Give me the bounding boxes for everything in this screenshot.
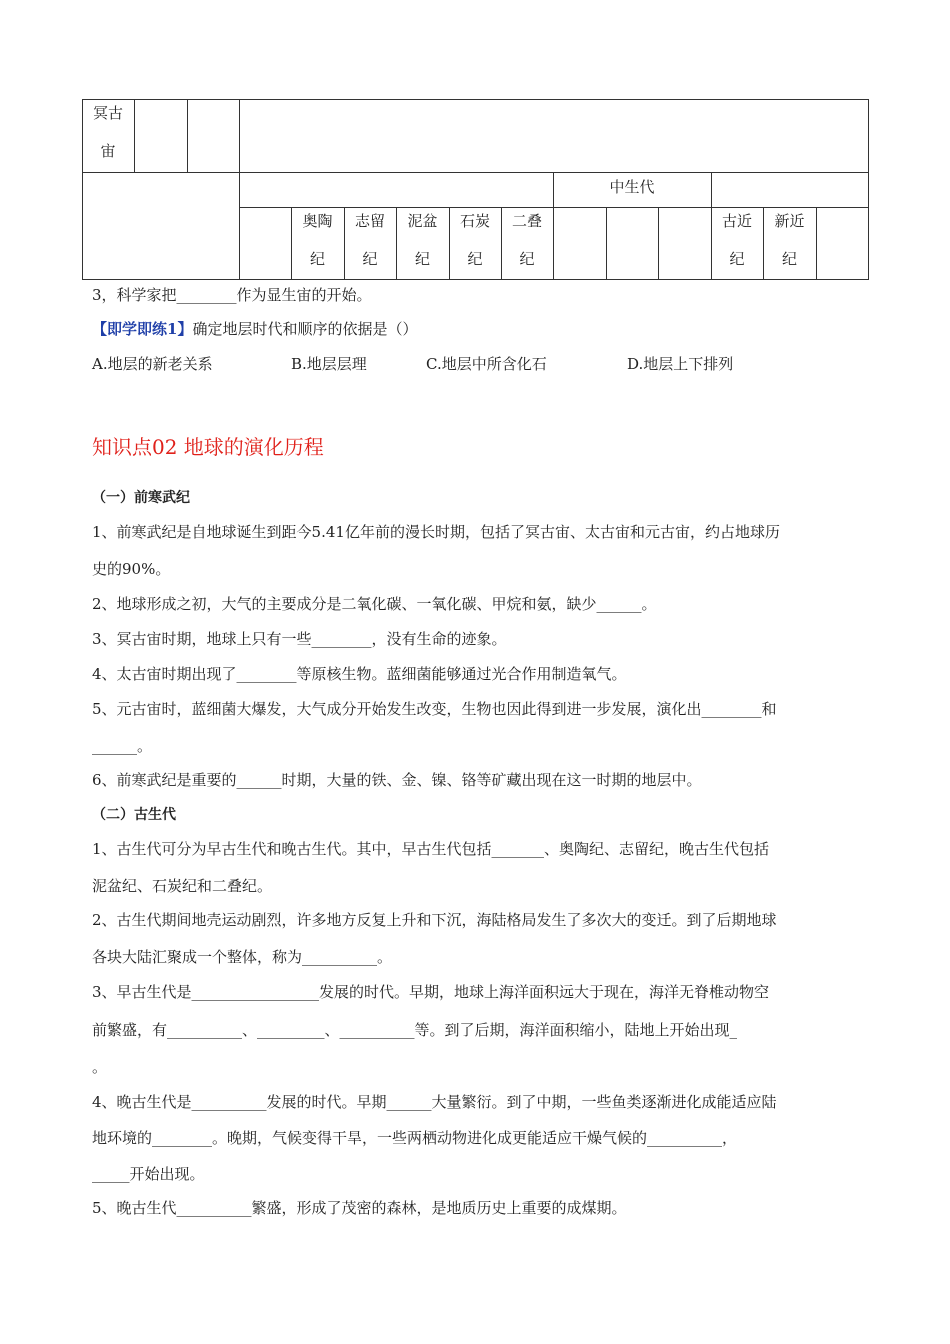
paleozoic-line: 5、晚古生代__________繁盛，形成了茂密的森林，是地质历史上重要的成煤期。 xyxy=(92,1199,627,1217)
period-ordovician-suffix: 纪 xyxy=(309,250,325,268)
option-c: C.地层中所含化石 xyxy=(426,355,547,373)
paleozoic-line: 4、晚古生代是__________发展的时代。早期______大量繁衍。到了中期，一些鱼类逐渐进化成能适应陆 xyxy=(92,1093,777,1111)
period-permian-suffix: 纪 xyxy=(519,250,535,268)
practice-tag: 【即学即练1】 xyxy=(92,320,193,338)
period-carboniferous: 石炭 xyxy=(459,212,490,230)
subsection-precambrian-heading: （一）前寒武纪 xyxy=(92,490,190,506)
paleozoic-line: 泥盆纪、石炭纪和二叠纪。 xyxy=(92,877,273,895)
period-devonian: 泥盆 xyxy=(407,212,438,230)
option-a: A.地层的新老关系 xyxy=(92,355,213,373)
period-neogene-suffix: 纪 xyxy=(781,250,797,268)
practice-question xyxy=(92,319,417,339)
period-carboniferous-suffix: 纪 xyxy=(467,250,483,268)
paleozoic-line: 。 xyxy=(92,1058,108,1076)
period-silurian-suffix: 纪 xyxy=(362,250,378,268)
paleozoic-line: 前繁盛，有__________、_________、__________等。到了后期，海洋面积缩小，陆地上开始出现_ xyxy=(92,1021,738,1039)
option-d: D.地层上下排列 xyxy=(627,355,734,373)
paleozoic-line: 3、早古生代是_________________发展的时代。早期，地球上海洋面积远大于现在，海洋无脊椎动物空 xyxy=(92,983,770,1001)
precambrian-line: 史的90%。 xyxy=(92,560,171,578)
precambrian-line: 1、前寒武纪是自地球诞生到距今5.41亿年前的漫长时期，包括了冥古宙、太古宙和元古宙，约占地球历 xyxy=(92,523,780,541)
paleozoic-line: 地环境的________。晚期，气候变得干旱，一些两栖动物进化成更能适应干燥气候的__________， xyxy=(92,1129,738,1147)
era-mesozoic: 中生代 xyxy=(609,178,655,196)
period-devonian-suffix: 纪 xyxy=(414,250,430,268)
paleozoic-line: 2、古生代期间地壳运动剧烈，许多地方反复上升和下沉，海陆格局发生了多次大的变迁。到了后期地球 xyxy=(92,911,777,929)
period-paleogene-suffix: 纪 xyxy=(729,250,745,268)
precambrian-line: 2、地球形成之初，大气的主要成分是二氧化碳、一氧化碳、甲烷和氨，缺少______。 xyxy=(92,595,657,613)
period-permian: 二叠 xyxy=(511,212,542,230)
precambrian-line: 3、冥古宙时期，地球上只有一些________，没有生命的迹象。 xyxy=(92,630,507,648)
section-title: 知识点02 地球的演化历程 xyxy=(92,435,324,459)
period-ordovician: 奥陶 xyxy=(302,212,333,230)
paleozoic-line: 1、古生代可分为早古生代和晚古生代。其中，早古生代包括_______、奥陶纪、志留纪，晚古生代包括 xyxy=(92,840,770,858)
precambrian-line: 6、前寒武纪是重要的______时期，大量的铁、金、镍、铬等矿藏出现在这一时期的地层中。 xyxy=(92,771,702,789)
precambrian-line: ______。 xyxy=(92,737,153,755)
option-b: B.地层层理 xyxy=(291,355,367,373)
paleozoic-line: _____开始出现。 xyxy=(92,1165,205,1183)
precambrian-line: 5、元古宙时，蓝细菌大爆发，大气成分开始发生改变，生物也因此得到进一步发展，演化出________和 xyxy=(92,700,777,718)
period-neogene: 新近 xyxy=(774,212,805,230)
period-paleogene: 古近 xyxy=(721,212,752,230)
precambrian-line: 4、太古宙时期出现了________等原核生物。蓝细菌能够通过光合作用制造氧气。 xyxy=(92,665,627,683)
paleozoic-line: 各块大陆汇聚成一个整体，称为__________。 xyxy=(92,948,393,966)
subsection-paleozoic-heading: （二）古生代 xyxy=(92,807,176,823)
eon-cell-line1: 冥古 xyxy=(92,104,123,122)
question-3: 3，科学家把________作为显生宙的开始。 xyxy=(92,286,372,304)
practice-text: 确定地层时代和顺序的依据是（） xyxy=(192,320,418,338)
period-silurian: 志留 xyxy=(354,212,385,230)
eon-cell-line2: 宙 xyxy=(100,142,116,160)
